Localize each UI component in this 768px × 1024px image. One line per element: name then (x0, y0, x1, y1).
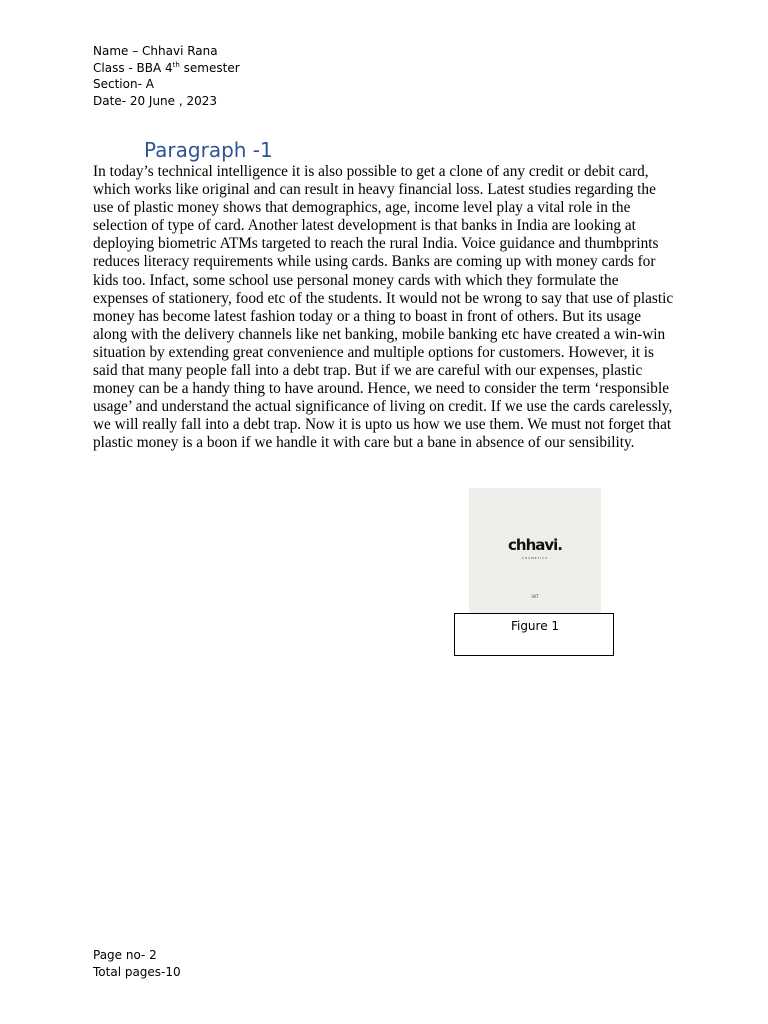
total-pages: Total pages-10 (93, 964, 181, 979)
page-footer (93, 947, 181, 980)
student-section: Section- A (93, 77, 154, 92)
brand-logo-subtitle: COSMETICS (521, 556, 549, 560)
figure-image (469, 488, 601, 614)
figure-caption: Figure 1 (510, 619, 560, 633)
class-prefix: Class - BBA 4 (93, 60, 173, 75)
brand-logo: chhavi. (508, 536, 562, 554)
class-suffix: semester (179, 60, 240, 75)
student-class (93, 60, 240, 77)
document-date: Date- 20 June , 2023 (93, 93, 218, 108)
class-ordinal-suffix: th (172, 60, 180, 69)
brand-mark: SKT (531, 594, 539, 599)
page-number: Page no- 2 (93, 948, 157, 962)
student-name: Name – Chhavi Rana (93, 44, 218, 58)
figure-caption-box (454, 613, 614, 656)
section-heading: Paragraph -1 (144, 138, 273, 162)
body-paragraph: In today’s technical intelligence it is also possible to get a clone of any credit or debit card, which works like original and can result in heavy financial loss. Latest studies regarding the use of plastic money shows that demographics, age, income level play a vital role in the selection of type of card. Another latest development is that banks in India are looking at deploying biometric ATMs targeted to reach the rural India. Voice guidance and thumbprints reduces literacy requirements while using cards. Banks are coming up with money cards for kids too. Infact, some school use personal money cards with which they formulate the expenses of stationery, food etc of the students. It would not be wrong to say that use of plastic money has become latest fashion today or a thing to boast in front of others. But its usage along with the delivery channels like net banking, mobile banking etc have created a win-win situation by extending great convenience and multiple options for customers. However, it is said that many people fall into a debt trap. But if we are careful with our expenses, plastic money can be a handy thing to have around. Hence, we need to consider the term ‘responsible usage’ and understand the actual significance of living on credit. If we use the cards carelessly, we will really fall into a debt trap. Now it is upto us how we use them. We must not forget that plastic money is a boon if we handle it with care but a bane in absence of our sensibility. (93, 163, 674, 452)
student-info-header (93, 43, 240, 109)
